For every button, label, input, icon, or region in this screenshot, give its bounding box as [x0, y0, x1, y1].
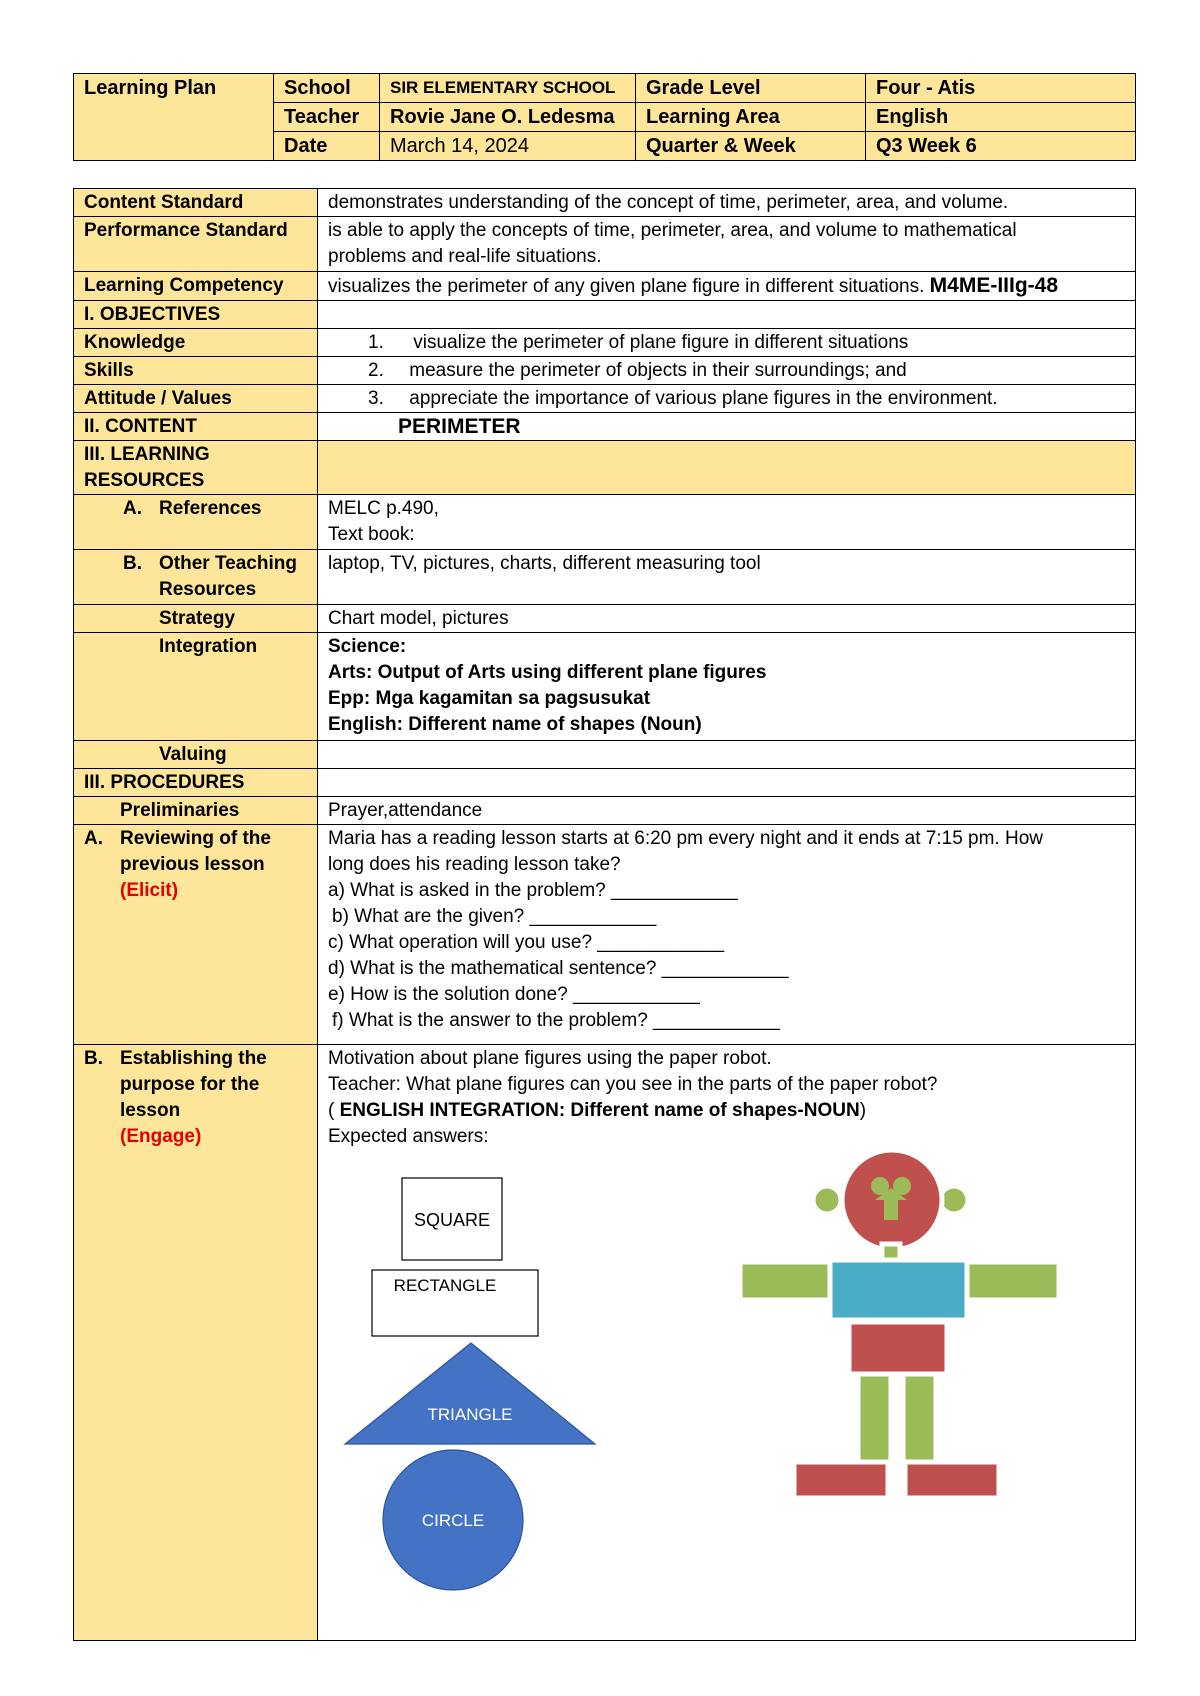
- performance-standard-label: Performance Standard: [74, 217, 318, 272]
- robot-left-leg: [858, 1374, 891, 1462]
- references-letter: A.: [123, 498, 142, 519]
- attitude-row: [74, 385, 1136, 413]
- objective-1-text: visualize the perimeter of plane figure in different situations: [413, 332, 909, 353]
- objective-1-number: 1.: [368, 332, 384, 353]
- content-row: [74, 413, 1136, 441]
- strategy-label: Strategy: [74, 605, 318, 633]
- procedures-label: III. PROCEDURES: [74, 769, 318, 797]
- competency-code: M4ME-IIIg-48: [929, 274, 1059, 297]
- robot-left-ear: [813, 1186, 841, 1214]
- review-problem-line-1: Maria has a reading lesson starts at 6:20 pm every night and it ends at 7:15 pm. How: [328, 828, 1043, 849]
- performance-standard-line-1: is able to apply the concepts of time, perimeter, area, and volume to mathematical: [328, 220, 1017, 241]
- robot-hips: [849, 1322, 947, 1374]
- review-label-text: [120, 826, 271, 904]
- integration-row: [74, 633, 1136, 741]
- other-resources-label-line-1: Other Teaching: [159, 553, 297, 574]
- lesson-plan-table: [73, 188, 1136, 1641]
- quarter-value: Q3 Week 6: [866, 132, 1136, 161]
- objectives-row: [74, 301, 1136, 329]
- triangle-label: TRIANGLE: [427, 1405, 513, 1424]
- references-label-text: References: [159, 498, 262, 519]
- competency-label: Learning Competency: [74, 272, 318, 301]
- review-label: [74, 825, 318, 1045]
- paper-robot: [740, 1150, 1059, 1498]
- purpose-row: [74, 1045, 1136, 1641]
- strategy-row: [74, 605, 1136, 633]
- references-text: [318, 495, 1136, 550]
- robot-right-foot: [905, 1462, 999, 1498]
- content-standard-text: demonstrates understanding of the concept of time, perimeter, area, and volume.: [318, 189, 1136, 217]
- date-value: March 14, 2024: [380, 132, 636, 161]
- valuing-empty: [318, 741, 1136, 769]
- triangle-shape: [345, 1343, 595, 1444]
- integration-english: English: Different name of shapes (Noun): [328, 714, 702, 735]
- date-label: Date: [274, 132, 380, 161]
- knowledge-row: [74, 329, 1136, 357]
- resources-label: [74, 441, 318, 495]
- review-label-line-1: Reviewing of the: [120, 828, 271, 849]
- review-problem-line-2: long does his reading lesson take?: [328, 854, 621, 875]
- other-resources-label: [74, 550, 318, 605]
- school-label: School: [274, 74, 380, 103]
- rectangle-label: RECTANGLE: [393, 1276, 497, 1295]
- purpose-line-1: Motivation about plane figures using the paper robot.: [328, 1048, 772, 1069]
- integration-label: Integration: [74, 633, 318, 741]
- other-resources-row: [74, 550, 1136, 605]
- preliminaries-row: [74, 797, 1136, 825]
- robot-left-foot: [794, 1462, 888, 1498]
- performance-standard-line-2: problems and real-life situations.: [328, 246, 602, 267]
- robot-right-arm: [967, 1262, 1059, 1300]
- objective-2-text: measure the perimeter of objects in their surroundings; and: [409, 360, 907, 381]
- objectives-label: I. OBJECTIVES: [74, 301, 318, 329]
- purpose-line-3-close: ): [859, 1100, 867, 1121]
- references-row: [74, 495, 1136, 550]
- objective-3: [318, 385, 1136, 413]
- shapes-diagram: [328, 1150, 1125, 1640]
- review-question-a: a) What is asked in the problem? ____________: [328, 880, 738, 901]
- purpose-label-text: [120, 1046, 267, 1150]
- attitude-label: Attitude / Values: [74, 385, 318, 413]
- shapes-svg: [328, 1150, 1136, 1641]
- performance-standard-text: [318, 217, 1136, 272]
- robot-left-arm: [740, 1262, 830, 1300]
- competency-description: visualizes the perimeter of any given plane figure in different situations.: [328, 276, 925, 297]
- other-resources-label-line-2: Resources: [159, 579, 257, 600]
- purpose-line-4: Expected answers:: [328, 1126, 489, 1147]
- resources-label-line-2: RESOURCES: [84, 470, 205, 491]
- procedures-empty: [318, 769, 1136, 797]
- preliminaries-label: Preliminaries: [74, 797, 318, 825]
- objective-2-number: 2.: [368, 360, 384, 381]
- review-question-e: e) How is the solution done? ____________: [328, 984, 700, 1005]
- content-label: II. CONTENT: [74, 413, 318, 441]
- area-label: Learning Area: [636, 103, 866, 132]
- review-label-line-2: previous lesson: [120, 854, 265, 875]
- review-question-d: d) What is the mathematical sentence? ____________: [328, 958, 789, 979]
- square-label: SQUARE: [413, 1210, 491, 1230]
- objective-2: [318, 357, 1136, 385]
- robot-torso: [830, 1260, 967, 1320]
- review-text: [318, 825, 1136, 1045]
- teacher-value: Rovie Jane O. Ledesma: [380, 103, 636, 132]
- purpose-label: [74, 1045, 318, 1641]
- competency-row: [74, 272, 1136, 301]
- review-question-f: f) What is the answer to the problem? ____________: [332, 1010, 780, 1031]
- grade-value: Four - Atis: [866, 74, 1136, 103]
- purpose-line-3-open: (: [328, 1100, 340, 1121]
- review-row: [74, 825, 1136, 1045]
- header-table: [73, 73, 1136, 161]
- purpose-label-line-3: lesson: [120, 1100, 181, 1121]
- procedures-row: [74, 769, 1136, 797]
- preliminaries-text: Prayer,attendance: [318, 797, 1136, 825]
- review-letter: A.: [84, 828, 103, 849]
- content-title: PERIMETER: [318, 413, 1136, 441]
- learning-plan-title: Learning Plan: [74, 74, 274, 161]
- skills-label: Skills: [74, 357, 318, 385]
- performance-standard-row: [74, 217, 1136, 272]
- strategy-text: Chart model, pictures: [318, 605, 1136, 633]
- integration-epp: Epp: Mga kagamitan sa pagsusukat: [328, 688, 651, 709]
- area-value: English: [866, 103, 1136, 132]
- quarter-label: Quarter & Week: [636, 132, 866, 161]
- references-label: [74, 495, 318, 550]
- teacher-label: Teacher: [274, 103, 380, 132]
- objective-1: [318, 329, 1136, 357]
- integration-text: [318, 633, 1136, 741]
- circle-label: CIRCLE: [421, 1511, 485, 1530]
- objective-3-text: appreciate the importance of various plane figures in the environment.: [409, 388, 998, 409]
- valuing-label: Valuing: [74, 741, 318, 769]
- robot-right-leg: [903, 1374, 936, 1462]
- knowledge-label: Knowledge: [74, 329, 318, 357]
- resources-empty: [318, 441, 1136, 495]
- references-line-2: Text book:: [328, 524, 415, 545]
- references-line-1: MELC p.490,: [328, 498, 439, 519]
- purpose-line-3: [328, 1098, 1125, 1124]
- review-tag: (Elicit): [120, 880, 179, 901]
- skills-row: [74, 357, 1136, 385]
- purpose-line-3-bold: ENGLISH INTEGRATION: Different name of shapes-NOUN: [339, 1100, 860, 1121]
- objectives-empty: [318, 301, 1136, 329]
- valuing-row: [74, 741, 1136, 769]
- school-value: SIR ELEMENTARY SCHOOL: [380, 74, 636, 103]
- integration-science: Science:: [328, 636, 407, 657]
- review-question-c: c) What operation will you use? ____________: [328, 932, 725, 953]
- integration-arts: Arts: Output of Arts using different plane figures: [328, 662, 767, 683]
- purpose-label-line-1: Establishing the: [120, 1048, 267, 1069]
- other-resources-text: laptop, TV, pictures, charts, different measuring tool: [318, 550, 1136, 605]
- other-resources-label-text: [159, 551, 297, 603]
- competency-text: [318, 272, 1136, 301]
- purpose-line-2: Teacher: What plane figures can you see in the parts of the paper robot?: [328, 1074, 938, 1095]
- purpose-label-line-2: purpose for the: [120, 1074, 260, 1095]
- review-question-b: b) What are the given? ____________: [332, 906, 657, 927]
- resources-row: [74, 441, 1136, 495]
- grade-label: Grade Level: [636, 74, 866, 103]
- purpose-tag: (Engage): [120, 1126, 202, 1147]
- content-standard-label: Content Standard: [74, 189, 318, 217]
- resources-label-line-1: III. LEARNING: [84, 444, 210, 465]
- content-standard-row: [74, 189, 1136, 217]
- purpose-text: [318, 1045, 1136, 1641]
- purpose-letter: B.: [84, 1048, 103, 1069]
- objective-3-number: 3.: [368, 388, 384, 409]
- other-resources-letter: B.: [123, 553, 142, 574]
